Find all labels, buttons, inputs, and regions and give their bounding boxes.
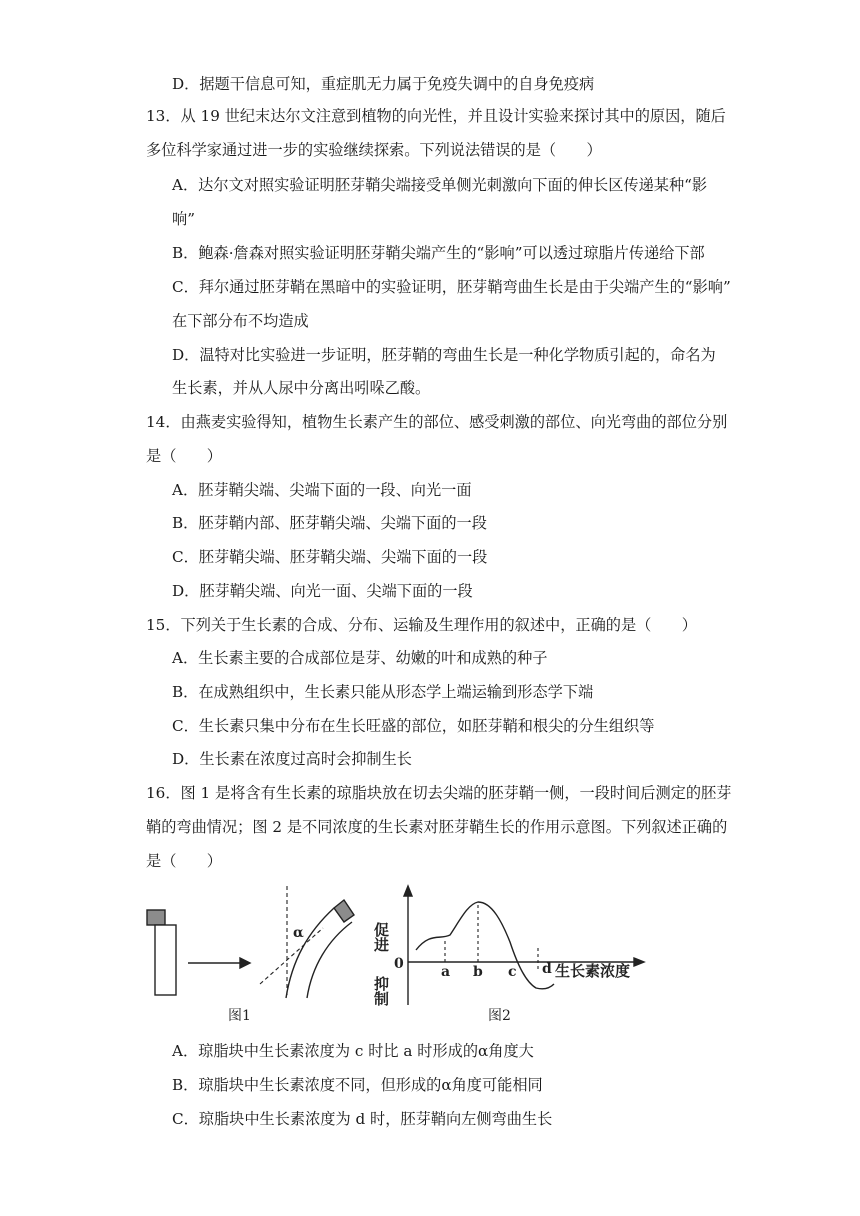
q13-option-d-line2: 生长素，并从人尿中分离出吲哚乙酸。 [172, 379, 431, 397]
tick-label-b: b [473, 964, 483, 980]
agar-block-on-coleoptile [334, 900, 354, 922]
figure-1-diagram [147, 886, 354, 998]
q16-figure [140, 880, 660, 1030]
q13-option-a-line2: 响” [172, 210, 195, 228]
y-axis-inhibit-label: 抑制 [372, 976, 390, 1006]
q16-option-a: A．琼脂块中生长素浓度为 c 时比 a 时形成的α角度大 [172, 1042, 534, 1060]
tick-label-c: c [508, 964, 517, 980]
figure-2-caption: 图2 [488, 1008, 511, 1024]
y-axis-arrow-icon [404, 886, 412, 896]
figure-1-caption: 图1 [228, 1008, 251, 1024]
alpha-label: α [293, 925, 304, 941]
q13-option-b: B．鲍森·詹森对照实验证明胚芽鞘尖端产生的“影响”可以透过琼脂片传递给下部 [172, 244, 705, 262]
q13-option-c-line2: 在下部分布不均造成 [172, 312, 309, 330]
tick-label-d: d [542, 961, 552, 977]
y-axis-promote-label: 促进 [372, 922, 390, 952]
q13-option-a-line1: A．达尔文对照实验证明胚芽鞘尖端接受单侧光刺激向下面的伸长区传递某种“影 [172, 176, 708, 194]
q14-option-a: A．胚芽鞘尖端、尖端下面的一段、向光一面 [172, 481, 472, 499]
q16-stem-line3: 是（ ） [146, 852, 222, 870]
x-axis-label: 生长素浓度 [555, 962, 631, 980]
x-axis-arrow-icon [634, 958, 644, 966]
q15-option-d: D．生长素在浓度过高时会抑制生长 [172, 750, 412, 768]
q13-stem-line1: 13．从 19 世纪末达尔文注意到植物的向光性，并且设计实验来探讨其中的原因，随后 [146, 107, 726, 125]
arrow-right-icon [240, 958, 250, 968]
agar-block [147, 910, 165, 925]
q16-option-b: B．琼脂块中生长素浓度不同，但形成的α角度可能相同 [172, 1076, 543, 1094]
q15-stem: 15．下列关于生长素的合成、分布、运输及生理作用的叙述中，正确的是（ ） [146, 616, 697, 634]
q15-option-a: A．生长素主要的合成部位是芽、幼嫩的叶和成熟的种子 [172, 649, 548, 667]
response-curve [416, 902, 554, 989]
coleoptile-right-edge [307, 922, 352, 998]
q16-option-c: C．琼脂块中生长素浓度为 d 时，胚芽鞘向左侧弯曲生长 [172, 1110, 553, 1128]
tick-label-a: a [441, 964, 451, 980]
q14-option-b: B．胚芽鞘内部、胚芽鞘尖端、尖端下面的一段 [172, 514, 487, 532]
coleoptile-stump [155, 925, 176, 995]
q15-option-c: C．生长素只集中分布在生长旺盛的部位，如胚芽鞘和根尖的分生组织等 [172, 717, 655, 735]
q14-stem-line2: 是（ ） [146, 447, 222, 465]
q12-option-d: D．据题干信息可知，重症肌无力属于免疫失调中的自身免疫病 [172, 75, 595, 93]
q14-option-c: C．胚芽鞘尖端、胚芽鞘尖端、尖端下面的一段 [172, 548, 488, 566]
q13-option-c-line1: C．拜尔通过胚芽鞘在黑暗中的实验证明，胚芽鞘弯曲生长是由于尖端产生的“影响” [172, 278, 731, 296]
q14-stem-line1: 14．由燕麦实验得知，植物生长素产生的部位、感受刺激的部位、向光弯曲的部位分别 [146, 413, 728, 431]
q15-option-b: B．在成熟组织中，生长素只能从形态学上端运输到形态学下端 [172, 683, 594, 701]
q14-option-d: D．胚芽鞘尖端、向光一面、尖端下面的一段 [172, 582, 473, 600]
q13-option-d-line1: D．温特对比实验进一步证明，胚芽鞘的弯曲生长是一种化学物质引起的，命名为 [172, 346, 716, 364]
q16-stem-line2: 鞘的弯曲情况；图 2 是不同浓度的生长素对胚芽鞘生长的作用示意图。下列叙述正确的 [146, 818, 728, 836]
origin-label: 0 [394, 956, 404, 972]
figure-2-graph [404, 886, 644, 1005]
q16-stem-line1: 16．图 1 是将含有生长素的琼脂块放在切去尖端的胚芽鞘一侧，一段时间后测定的胚芽 [146, 784, 732, 802]
q13-stem-line2: 多位科学家通过进一步的实验继续探索。下列说法错误的是（ ） [146, 141, 602, 159]
